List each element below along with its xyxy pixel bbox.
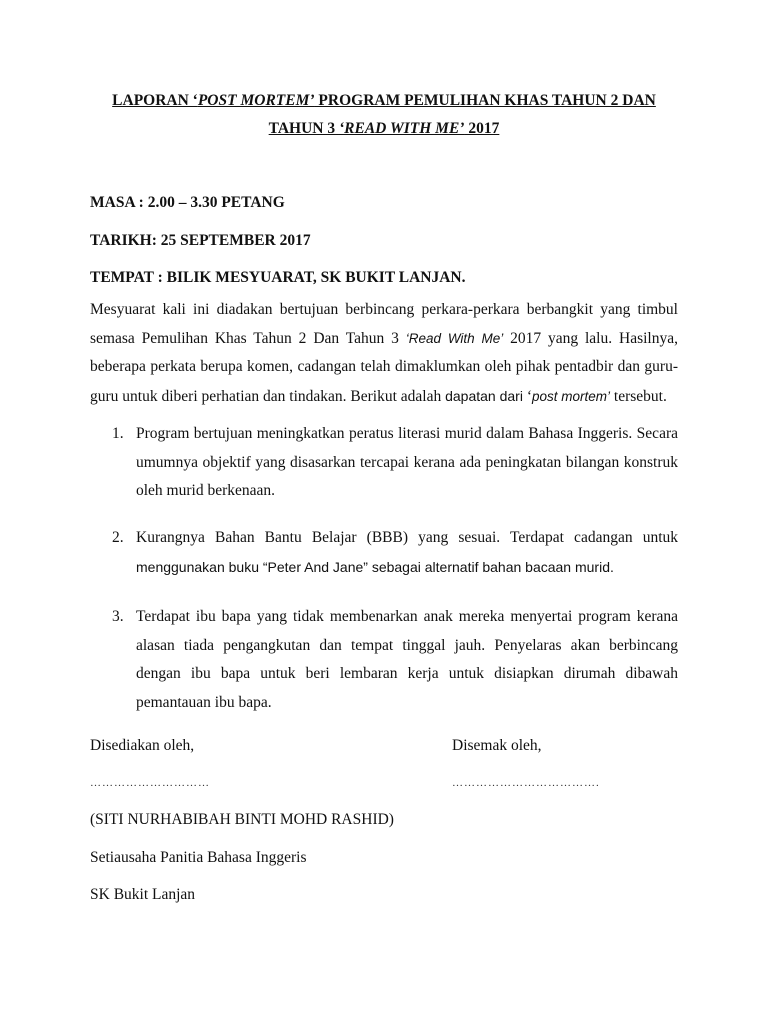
intro-text-end: tersebut. [610,387,667,405]
intro-dapatan: dapatan dari [445,387,523,404]
intro-read-with-me: ‘Read With Me’ [405,330,504,346]
preparer-name: (SITI NURHABIBAH BINTI MOHD RASHID) [90,811,394,828]
report-title-line-1 [60,92,708,110]
title-italic-post-mortem: POST MORTEM’ [197,92,315,109]
preparer-position: Setiausaha Panitia Bahasa Inggeris [90,849,307,866]
signature-line-right: ………………………………. [452,777,600,789]
list-item-1 [112,420,678,506]
title-italic-read-with-me: ‘READ WITH ME’ [338,120,465,137]
list-item-3 [112,603,678,717]
title-year: 2017 [464,120,500,137]
signature-line-left: ………………………… [90,777,210,789]
prepared-by-label: Disediakan oleh, [90,737,195,754]
list-text-2 [136,524,678,582]
list-text-1: Program bertujuan meningkatkan peratus literasi murid dalam Bahasa Inggeris. Secara umumnya objektif yang disasarkan tercapai kerana ada peningkatan bilangan konstruk oleh murid berkenaan. [136,425,678,499]
list-text-2-sans: menggunakan buku “Peter And Jane” sebagai alternatif bahan bacaan murid. [136,558,614,575]
list-text-3: Terdapat ibu bapa yang tidak membenarkan anak mereka menyertai program kerana alasan tiada pengangkutan dan tempat tinggal jauh. Penyelaras akan berbincang dengan ibu bapa untuk beri lembaran kerja untuk disiapkan dirumah dibawah pemantauan ibu bapa. [136,608,678,711]
checked-by-label: Disemak oleh, [452,737,542,754]
preparer-school: SK Bukit Lanjan [90,886,196,903]
list-number-2: 2. [112,529,124,546]
intro-text-1: Mesyuarat kali ini diadakan bertujuan berbincang perkara-perkara berbangkit yang timbul semasa Pemulihan Khas Tahun 2 Dan Tahun 3 [90,301,678,347]
list-number-1: 1. [112,425,124,442]
intro-paragraph [90,296,678,411]
meeting-date: TARIKH: 25 SEPTEMBER 2017 [90,232,311,249]
intro-post-mortem: post mortem’ [532,388,611,404]
intro-text-2: 2017 yang lalu. Hasilnya, beberapa perkata berupa komen, cadangan telah dimaklumkan oleh pihak pentadbir dan guru-guru untuk diberi perhatian dan tindakan. Berikut adalah [90,329,678,405]
intro-quote: ‘ [522,387,532,405]
meeting-venue: TEMPAT : BILIK MESYUARAT, SK BUKIT LANJAN. [90,269,466,286]
meeting-time: MASA : 2.00 – 3.30 PETANG [90,194,285,211]
title-prefix: LAPORAN ‘ [112,92,198,109]
title-program: PROGRAM PEMULIHAN KHAS TAHUN 2 DAN [314,92,656,109]
list-number-3: 3. [112,608,124,625]
title-year-prefix: TAHUN 3 [268,120,339,137]
list-text-2-serif: Kurangnya Bahan Bantu Belajar (BBB) yang sesuai. Terdapat cadangan untuk [136,529,678,546]
report-title-line-2 [60,120,708,138]
list-item-2 [112,524,678,582]
